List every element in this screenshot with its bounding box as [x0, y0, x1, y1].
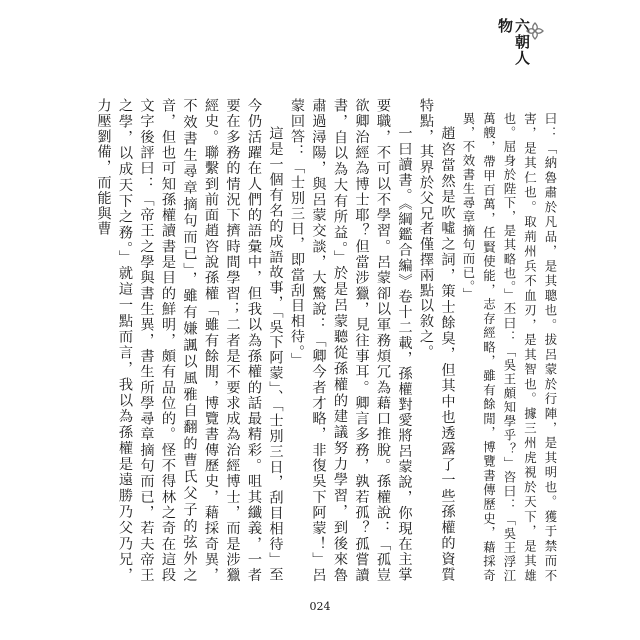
page-number: 024 [309, 600, 331, 613]
quote-block: 曰：「納魯肅於凡品，是其聰也。拔呂蒙於行陣，是其明也。獲于禁而不害，是其仁也。取荊州兵不血刃，是其智也。據三州虎視於天下，是其雄也。屈身於陛下，是其略也。」丕曰：「吳王頗知學乎？」咨曰：「吳王浮江萬艘，帶甲百萬，任賢使能，志存經略，雖有餘閒，博覽書傳歷史，藉採奇異，不效書生尋章摘句而已。」 [461, 112, 558, 583]
flower-ornament-icon [524, 20, 546, 42]
paragraph-3: 這是一個有名的成語故事，「吳下阿蒙」、「士別三日，刮目相待」至今仍活躍在人們的語彙中，但我以為孫權的話最精彩。咀其纖義，一者要在多務的情況下擠時間學習；二者是不要求成為治經博士，而是涉獵經史。聯繫到前面趙咨說孫權「雖有餘閒，博覽書傳歷史，藉採奇異，不效書生尋章摘句而已」，雖有嫌諷以風雅自翻的曹氏父子的弦外之音，但也可知孫權讀書是目的鮮明，頗有品位的。怪不得林之奇在這段文字後評曰：「帝王之學與書生異，書生所學尋章摘句而已，若夫帝王之學，以成天下之務。」就這一點而言，我以為孫權是遠勝乃父乃兄，力壓劉備，而能與曹 [95, 98, 284, 583]
paragraph-2: 一曰讀書。《綱鑑合編》卷十二載，孫權對愛將呂蒙說，你現在主掌要職，不可以不學習。呂蒙卻以軍務煩冗為藉口推脫。孫權說：「孤豈欲卿治經為博士耶？但當涉獵，見往事耳。卿言多務，孰若孤？孤嘗讀書，自以為大有所益。」於是呂蒙聽從孫權的建議努力學習，到後來魯肅過潯陽，與呂蒙交談，大驚說：「卿今者才略，非復吳下阿蒙！」呂蒙回答：「士別三日，即當刮目相待。」 [289, 98, 413, 583]
paragraph-1: 趙咨當然是吹噓之詞，策士餘臭，但其中也透露了一些孫權的資質特點，其界於父兄者僅擇兩點以敘之。 [418, 98, 456, 583]
main-text [95, 98, 560, 583]
running-header: 六朝人物 [496, 18, 531, 66]
